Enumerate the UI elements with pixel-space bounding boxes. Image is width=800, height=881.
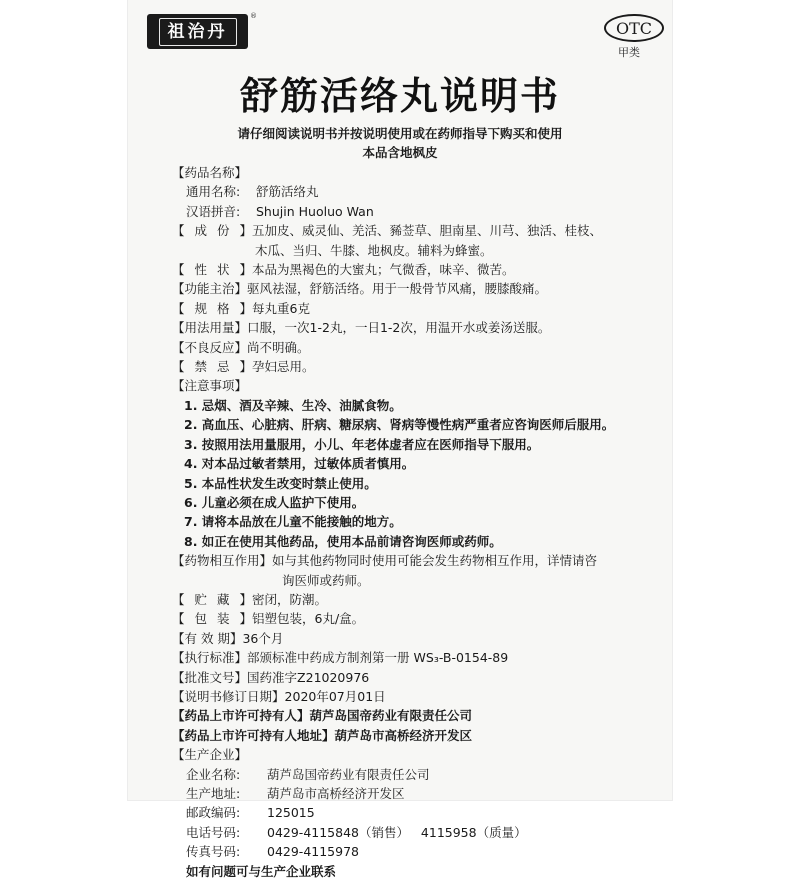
- section-label: 【 有 效 期 】: [172, 629, 242, 648]
- mah-value: 葫芦岛国帝药业有限责任公司: [309, 708, 473, 724]
- section-label: 【 药品上市许可持有人地址 】: [172, 726, 335, 745]
- page-title: 舒筋活络丸说明书: [239, 74, 560, 118]
- pinyin-value: Shujin Huoluo Wan: [256, 203, 374, 219]
- reading-notice: 请仔细阅读说明书并按说明使用或在药师指导下购买和使用: [237, 126, 563, 141]
- composition-line1: 五加皮、威灵仙、羌活、豨莶草、胆南星、川芎、独活、桂枝、: [252, 223, 603, 239]
- brand-logo-text: 祖治丹: [159, 18, 237, 46]
- section-standard: [172, 648, 652, 667]
- precaution-item: 2. 高血压、心脏病、肝病、糖尿病、肾病等慢性病严重者应咨询医师后服用。: [184, 417, 615, 433]
- precaution-item: 5. 本品性状发生改变时禁止使用。: [184, 475, 377, 491]
- section-label: 【 批准文号 】: [172, 668, 247, 687]
- section-label: 【 生产企业 】: [172, 745, 247, 764]
- section-label: 【 药品上市许可持有人 】: [172, 706, 310, 725]
- contraindications-value: 孕妇忌用。: [252, 359, 315, 375]
- section-label: 【 药物相互作用 】: [172, 551, 272, 570]
- manufacturer-postcode-value: 125015: [267, 805, 315, 821]
- section-revision: [172, 687, 652, 706]
- manufacturer-name-label: 企业名称:: [186, 766, 241, 782]
- ingredient-notice: 本品含地枫皮: [362, 145, 438, 160]
- section-label: 【 贮 藏 】: [172, 591, 252, 607]
- section-approval: [172, 668, 652, 687]
- precaution-item: 8. 如正在使用其他药品，使用本品前请咨询医师或药师。: [184, 533, 502, 549]
- generic-name-label: 通用名称:: [186, 184, 241, 200]
- section-dosage: [172, 318, 652, 337]
- section-label: 【 药品名称 】: [172, 163, 247, 182]
- section-validity: [172, 629, 652, 648]
- manufacturer-fax-value: 0429-4115978: [267, 844, 359, 860]
- pinyin-label: 汉语拼音:: [186, 203, 241, 219]
- specification-value: 每丸重6克: [252, 300, 310, 316]
- indications-value: 驱风祛湿，舒筋活络。用于一般骨节风痛，腰膝酸痛。: [247, 281, 548, 297]
- manufacturer-name-row: [172, 765, 652, 784]
- section-interactions: [172, 551, 652, 570]
- precaution-item: 4. 对本品过敏者禁用，过敏体质者慎用。: [184, 456, 415, 472]
- dosage-value: 口服，一次1-2丸，一日1-2次，用温开水或姜汤送服。: [247, 320, 551, 336]
- interactions-line2: 询医师或药师。: [282, 572, 370, 588]
- section-composition: [172, 221, 652, 240]
- manufacturer-phone-label: 电话号码:: [186, 824, 241, 840]
- composition-line2: 木瓜、当归、牛膝、地枫皮。辅料为蜂蜜。: [255, 242, 493, 258]
- otc-category: 甲类: [618, 46, 640, 59]
- otc-badge: OTC: [604, 14, 664, 42]
- section-contraindications: [172, 357, 652, 376]
- mah-address-value: 葫芦岛市高桥经济开发区: [334, 727, 473, 743]
- section-label: 【 包 装 】: [172, 611, 252, 627]
- precaution-item: 6. 儿童必须在成人监护下使用。: [184, 494, 365, 510]
- brand-logo: [147, 14, 248, 49]
- section-label: 【 不良反应 】: [172, 338, 247, 357]
- properties-value: 本品为黑褐色的大蜜丸；气微香，味辛、微苦。: [252, 262, 515, 278]
- section-label: 【 用法用量 】: [172, 318, 247, 337]
- storage-value: 密闭，防潮。: [252, 591, 328, 607]
- section-properties: [172, 260, 652, 279]
- package-value: 铝塑包装，6丸/盒。: [252, 611, 365, 627]
- section-manufacturer: [172, 745, 652, 764]
- section-label: 【 性 状 】: [172, 262, 252, 278]
- manufacturer-address-row: [172, 784, 652, 803]
- section-precautions: [172, 376, 652, 395]
- section-mah: [172, 706, 652, 725]
- section-label: 【 规 格 】: [172, 300, 252, 316]
- section-package: [172, 609, 652, 628]
- standard-value: 部颁标准中药成方制剂第一册 WS₃-B-0154-89: [247, 650, 509, 666]
- interactions-line1: 如与其他药物同时使用可能会发生药物相互作用，详情请咨: [272, 553, 598, 569]
- manufacturer-phone-value: 0429-4115848（销售） 4115958（质量）: [267, 824, 527, 840]
- section-drug-name: [172, 163, 652, 182]
- adverse-value: 尚不明确。: [247, 339, 310, 355]
- precaution-item: 3. 按照用法用量服用，小儿、年老体虚者应在医师指导下服用。: [184, 436, 540, 452]
- revision-value: 2020年07月01日: [284, 688, 386, 704]
- section-label: 【 功能主治 】: [172, 279, 247, 298]
- generic-name-value: 舒筋活络丸: [256, 184, 319, 200]
- registered-mark: ®: [250, 12, 257, 20]
- validity-value: 36个月: [242, 630, 284, 646]
- footer-note: 如有问题可与生产企业联系: [186, 863, 337, 879]
- manufacturer-name-value: 葫芦岛国帝药业有限责任公司: [267, 766, 430, 782]
- section-storage: [172, 590, 652, 609]
- section-adverse: [172, 338, 652, 357]
- section-label: 【 成 份 】: [172, 223, 252, 239]
- manufacturer-fax-row: [172, 842, 652, 861]
- manufacturer-address-value: 葫芦岛市高桥经济开发区: [267, 786, 405, 801]
- precaution-item: 7. 请将本品放在儿童不能接触的地方。: [184, 514, 402, 530]
- manufacturer-fax-label: 传真号码:: [186, 844, 241, 860]
- section-label: 【 说明书修订日期 】: [172, 687, 285, 706]
- pinyin-row: [172, 202, 652, 221]
- section-mah-address: [172, 726, 652, 745]
- generic-name-row: [172, 182, 652, 201]
- manufacturer-phone-row: [172, 823, 652, 842]
- precaution-item: 1. 忌烟、酒及辛辣、生冷、油腻食物。: [184, 397, 402, 413]
- manufacturer-address-label: 生产地址:: [186, 786, 241, 801]
- approval-value: 国药准字Z21020976: [247, 669, 370, 685]
- section-label: 【 执行标准 】: [172, 648, 247, 667]
- section-label: 【 禁 忌 】: [172, 359, 252, 375]
- section-label: 【 注意事项 】: [172, 376, 247, 395]
- manufacturer-postcode-label: 邮政编码:: [186, 805, 241, 821]
- section-specification: [172, 299, 652, 318]
- instruction-content: [172, 163, 652, 881]
- section-indications: [172, 279, 652, 298]
- manufacturer-postcode-row: [172, 803, 652, 822]
